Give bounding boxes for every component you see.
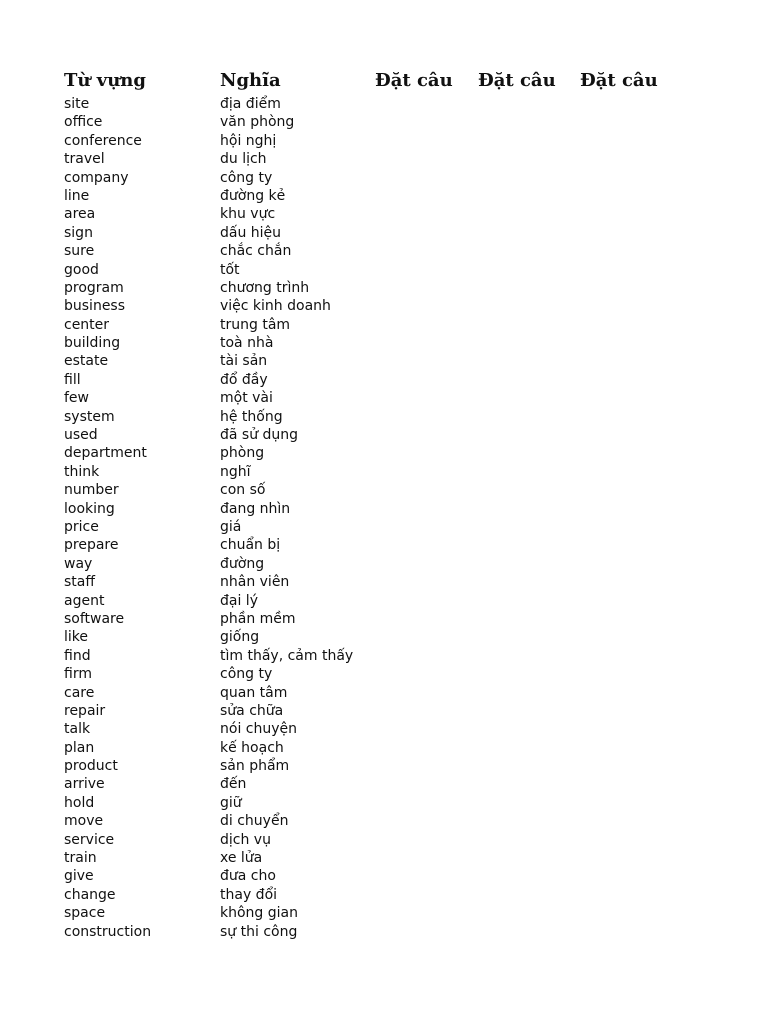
- table-row: [0, 775, 768, 793]
- vocab-meaning: địa điểm: [220, 96, 281, 112]
- table-row: [0, 739, 768, 757]
- vocab-word: train: [64, 850, 97, 867]
- table-row: [0, 665, 768, 683]
- table-row: [0, 757, 768, 775]
- vocab-meaning: nhân viên: [220, 574, 290, 591]
- table-row: [0, 831, 768, 849]
- vocab-meaning: toà nhà: [220, 335, 274, 352]
- table-row: [0, 316, 768, 334]
- table-row: [0, 444, 768, 462]
- vocab-word: department: [64, 445, 147, 462]
- header-meaning: Nghĩa: [220, 70, 281, 91]
- table-row: [0, 426, 768, 444]
- vocab-word: sign: [64, 224, 93, 241]
- vocab-word: number: [64, 482, 119, 499]
- vocab-meaning: quan tâm: [220, 684, 288, 701]
- vocab-meaning: trung tâm: [220, 316, 291, 333]
- table-row: [0, 923, 768, 941]
- vocab-word: talk: [64, 721, 91, 738]
- vocab-meaning: khu vực: [220, 206, 276, 223]
- vocab-meaning: phần mềm: [220, 610, 296, 627]
- header-sentence-1: Đặt câu: [375, 70, 453, 91]
- vocab-word: software: [64, 610, 125, 627]
- vocab-word: building: [64, 335, 121, 352]
- vocab-meaning: thay đổi: [220, 886, 278, 903]
- vocab-meaning: công ty: [220, 666, 273, 683]
- vocab-word: program: [64, 279, 124, 296]
- vocab-meaning: hội nghị: [220, 132, 277, 149]
- header-sentence-2: Đặt câu: [478, 70, 556, 91]
- vocab-word: repair: [64, 702, 106, 719]
- vocab-word: sure: [64, 243, 95, 260]
- table-row: [0, 352, 768, 370]
- vocab-word: product: [64, 758, 118, 775]
- table-row: [0, 812, 768, 830]
- vocab-word: service: [64, 831, 115, 848]
- table-row: [0, 389, 768, 407]
- table-row: [0, 702, 768, 720]
- vocab-meaning: sản phẩm: [220, 758, 290, 775]
- table-row: [0, 132, 768, 150]
- table-row: [0, 371, 768, 389]
- table-row: [0, 224, 768, 242]
- vocab-word: business: [64, 298, 126, 315]
- vocab-meaning: nói chuyện: [220, 721, 297, 738]
- vocab-word: line: [64, 187, 90, 204]
- table-row: [0, 334, 768, 352]
- table-row: [0, 481, 768, 499]
- vocab-meaning: đại lý: [220, 592, 258, 609]
- vocab-word: prepare: [64, 537, 119, 554]
- vocab-word: think: [64, 463, 100, 480]
- vocab-word: few: [64, 390, 89, 407]
- vocab-word: area: [64, 206, 96, 223]
- vocab-meaning: tìm thấy, cảm thấy: [220, 647, 354, 664]
- vocab-word: find: [64, 647, 91, 664]
- table-row: [0, 205, 768, 223]
- vocabulary-list: [0, 95, 768, 941]
- vocab-meaning: nghĩ: [220, 463, 251, 480]
- table-row: [0, 849, 768, 867]
- table-row: [0, 536, 768, 554]
- table-row: [0, 408, 768, 426]
- table-row: [0, 886, 768, 904]
- table-row: [0, 518, 768, 536]
- table-row: [0, 113, 768, 131]
- table-row: [0, 904, 768, 922]
- vocab-meaning: chuẩn bị: [220, 537, 281, 554]
- vocab-meaning: dịch vụ: [220, 831, 271, 848]
- vocab-word: space: [64, 905, 106, 922]
- vocab-meaning: đã sử dụng: [220, 427, 299, 444]
- vocab-meaning: chương trình: [220, 279, 310, 296]
- vocab-word: center: [64, 316, 110, 333]
- table-row: [0, 720, 768, 738]
- vocab-meaning: hệ thống: [220, 408, 283, 425]
- vocab-word: plan: [64, 739, 95, 756]
- table-row: [0, 187, 768, 205]
- table-row: [0, 647, 768, 665]
- vocab-meaning: đưa cho: [220, 868, 276, 885]
- vocab-word: estate: [64, 353, 109, 370]
- vocab-meaning: giá: [220, 518, 242, 535]
- table-row: [0, 261, 768, 279]
- table-row: [0, 279, 768, 297]
- vocab-meaning: văn phòng: [220, 114, 295, 131]
- vocab-word: used: [64, 427, 98, 444]
- vocab-meaning: việc kinh doanh: [220, 298, 331, 315]
- vocab-meaning: xe lửa: [220, 850, 263, 867]
- table-row: [0, 242, 768, 260]
- vocab-word: move: [64, 813, 104, 830]
- vocab-meaning: chắc chắn: [220, 243, 292, 260]
- vocab-meaning: đến: [220, 776, 247, 793]
- vocab-word: travel: [64, 151, 105, 168]
- vocab-meaning: phòng: [220, 445, 265, 462]
- vocab-word: arrive: [64, 776, 105, 793]
- vocab-meaning: đổ đầy: [220, 371, 268, 388]
- vocab-word: hold: [64, 794, 95, 811]
- vocab-meaning: đang nhìn: [220, 500, 291, 517]
- table-row: [0, 610, 768, 628]
- table-row: [0, 573, 768, 591]
- vocab-meaning: một vài: [220, 390, 273, 407]
- vocab-meaning: công ty: [220, 169, 273, 186]
- table-row: [0, 684, 768, 702]
- header-word: Từ vựng: [64, 70, 146, 91]
- vocab-meaning: giống: [220, 629, 260, 646]
- vocab-meaning: đường: [220, 555, 265, 572]
- table-row: [0, 794, 768, 812]
- vocab-word: conference: [64, 132, 142, 149]
- vocab-word: price: [64, 518, 99, 535]
- vocab-meaning: sửa chữa: [220, 702, 284, 719]
- table-row: [0, 150, 768, 168]
- vocab-word: good: [64, 261, 99, 278]
- vocab-word: way: [64, 555, 93, 572]
- vocab-word: like: [64, 629, 89, 646]
- vocab-meaning: đường kẻ: [220, 187, 286, 204]
- header-row: [0, 70, 768, 98]
- vocab-meaning: kế hoạch: [220, 739, 284, 756]
- vocab-word: change: [64, 886, 116, 903]
- vocab-meaning: giữ: [220, 794, 242, 811]
- vocab-meaning: sự thi công: [220, 923, 298, 940]
- vocab-word: office: [64, 114, 103, 131]
- vocab-meaning: tốt: [220, 261, 240, 278]
- vocab-word: system: [64, 408, 115, 425]
- vocab-word: construction: [64, 923, 152, 940]
- vocab-meaning: không gian: [220, 905, 298, 922]
- vocab-word: looking: [64, 500, 115, 517]
- vocab-word: site: [64, 96, 90, 112]
- vocab-word: give: [64, 868, 94, 885]
- vocab-word: firm: [64, 666, 92, 683]
- table-row: [0, 169, 768, 187]
- vocab-word: company: [64, 169, 129, 186]
- vocab-meaning: dấu hiệu: [220, 224, 282, 241]
- table-row: [0, 628, 768, 646]
- vocab-meaning: con số: [220, 482, 266, 499]
- vocab-word: agent: [64, 592, 105, 609]
- table-row: [0, 592, 768, 610]
- table-row: [0, 867, 768, 885]
- table-row: [0, 463, 768, 481]
- vocab-word: staff: [64, 574, 96, 591]
- vocab-meaning: du lịch: [220, 151, 267, 168]
- table-row: [0, 500, 768, 518]
- vocab-word: fill: [64, 371, 81, 388]
- vocab-meaning: di chuyển: [220, 813, 289, 830]
- header-sentence-3: Đặt câu: [580, 70, 658, 91]
- table-row: [0, 95, 768, 113]
- table-row: [0, 555, 768, 573]
- table-row: [0, 297, 768, 315]
- vocab-word: care: [64, 684, 95, 701]
- vocab-meaning: tài sản: [220, 353, 268, 370]
